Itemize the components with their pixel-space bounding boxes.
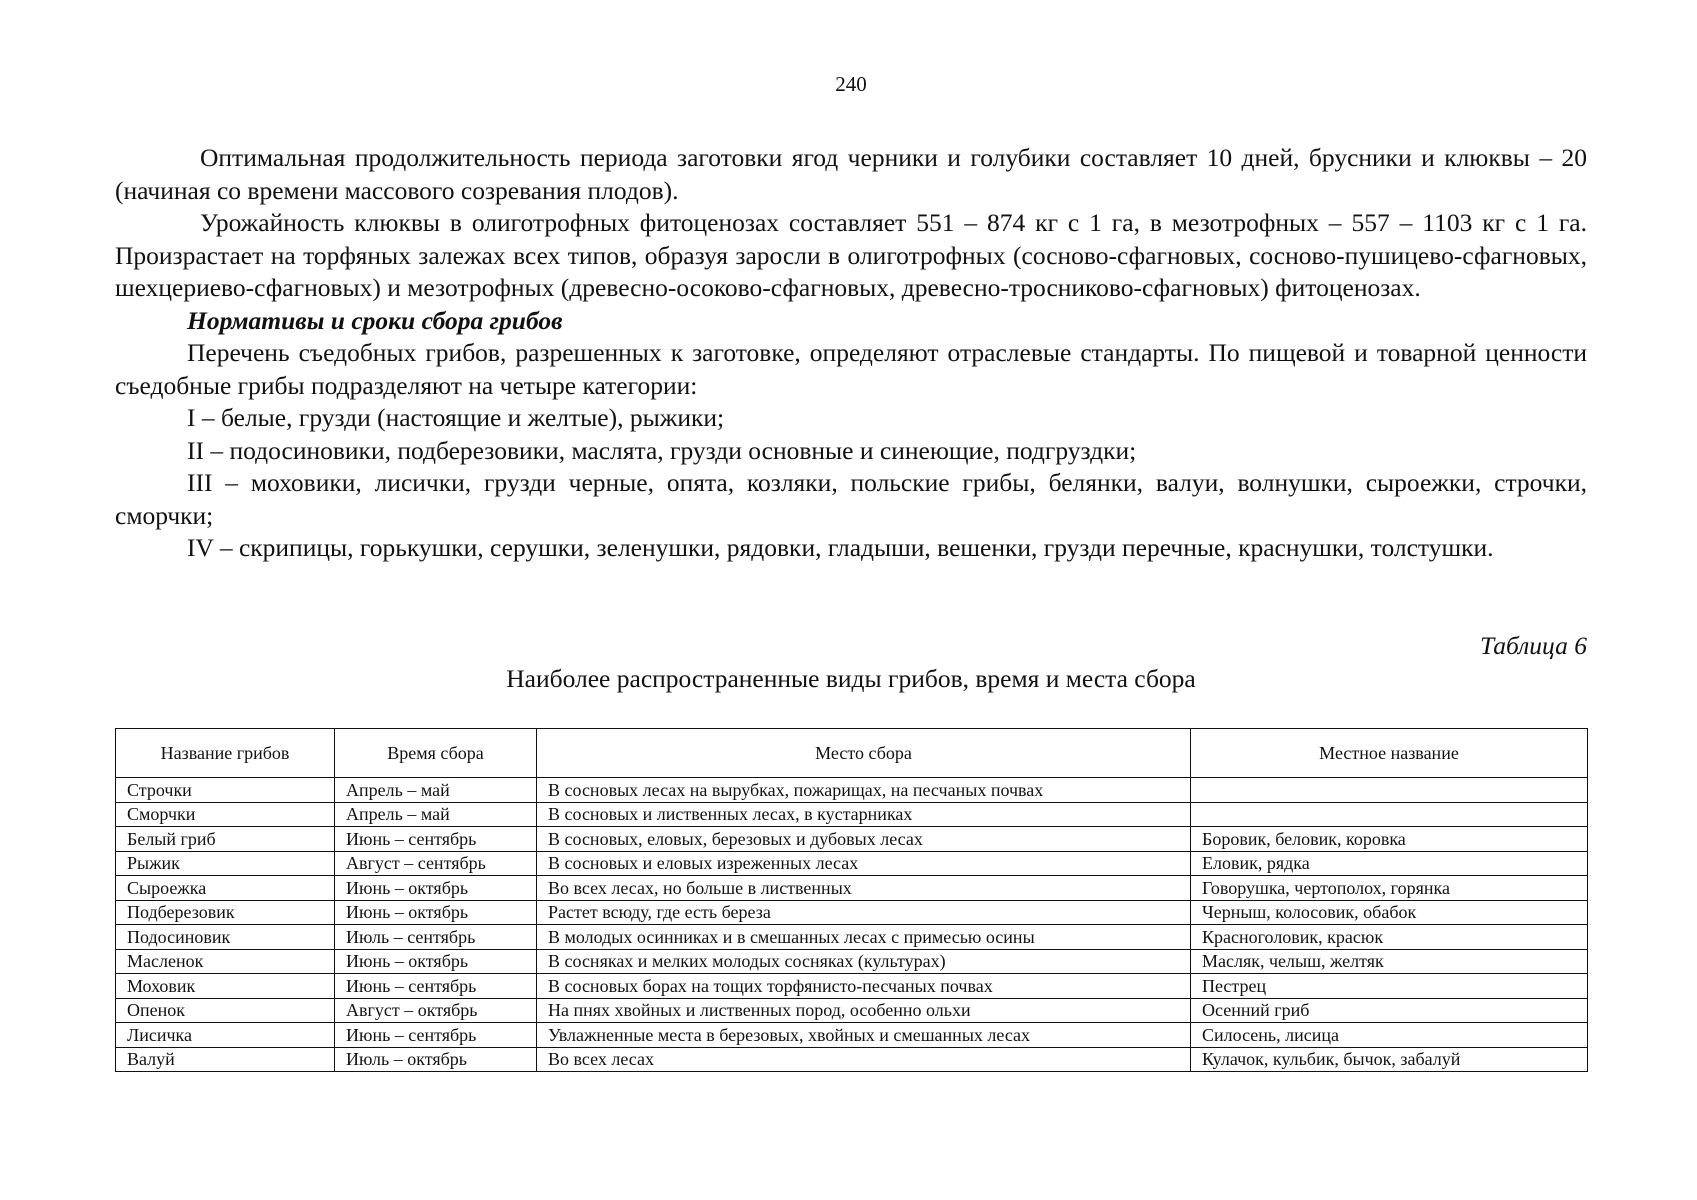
mushroom-table [115, 728, 1588, 1072]
cell-name: Рыжик [116, 851, 335, 876]
cell-local-name: Черныш, колосовик, обабок [1191, 900, 1588, 925]
cell-place: Во всех лесах [537, 1047, 1191, 1072]
cell-time: Апрель – май [335, 778, 537, 803]
category-1: I – белые, грузди (настоящие и желтые), рыжики; [187, 403, 725, 432]
cell-place: На пнях хвойных и лиственных пород, особенно ольхи [537, 998, 1191, 1023]
category-3: III – моховики, лисички, грузди черные, опята, козляки, польские грибы, белянки, валуи, волнушки, сыроежки, строчки, сморчки; [115, 468, 1587, 530]
cell-time: Август – сентябрь [335, 851, 537, 876]
paragraph-cycle-duration: Оптимальная продолжительность периода заготовки ягод черники и голубики составляет 10 дней, брусники и клюквы – 20 (начиная со времени массового созревания плодов). [115, 143, 1587, 205]
paragraph-cranberry-yield: Урожайность клюквы в олиготрофных фитоценозах составляет 551 – 874 кг с 1 га, в мезотрофных – 557 – 1103 кг с 1 га. Произрастает на торфяных залежах всех типов, образуя заросли в олиготрофных (сосново-сфагновых, сосново-пушицево-сфагновых, шехцериево-сфагновых) и мезотрофных (древесно-осоково-сфагновых, древесно-тросниково-сфагновых) фитоценозах. [115, 208, 1587, 302]
cell-name: Моховик [116, 974, 335, 999]
cell-time: Июнь – сентябрь [335, 1023, 537, 1048]
cell-name: Подосиновик [116, 925, 335, 950]
table-row [116, 900, 1588, 925]
table-row [116, 998, 1588, 1023]
table-row [116, 1047, 1588, 1072]
cell-time: Июнь – октябрь [335, 949, 537, 974]
cell-local-name: Осенний гриб [1191, 998, 1588, 1023]
cell-local-name: Боровик, беловик, коровка [1191, 827, 1588, 852]
table-header-row [116, 729, 1588, 778]
cell-local-name [1191, 802, 1588, 827]
cell-name: Валуй [116, 1047, 335, 1072]
cell-time: Август – октябрь [335, 998, 537, 1023]
cell-place: В сосновых и еловых изреженных лесах [537, 851, 1191, 876]
table-row [116, 802, 1588, 827]
cell-local-name: Говорушка, чертополох, горянка [1191, 876, 1588, 901]
cell-name: Белый гриб [116, 827, 335, 852]
section-heading: Нормативы и сроки сбора грибов [187, 305, 563, 335]
table-row [116, 949, 1588, 974]
table-row [116, 876, 1588, 901]
table-row [116, 1023, 1588, 1048]
cell-place: Растет всюду, где есть береза [537, 900, 1191, 925]
cell-place: В сосновых, еловых, березовых и дубовых лесах [537, 827, 1191, 852]
category-2: II – подосиновики, подберезовики, маслята, грузди основные и синеющие, подгруздки; [187, 435, 1137, 465]
cell-local-name: Масляк, челыш, желтяк [1191, 949, 1588, 974]
cell-place: В сосновых лесах на вырубках, пожарищах, на песчаных почвах [537, 778, 1191, 803]
category-4: IV – скрипицы, горькушки, серушки, зеленушки, рядовки, гладыши, вешенки, грузди перечные, краснушки, толстушки. [187, 533, 1494, 562]
body-text [115, 142, 1587, 565]
table-row [116, 925, 1588, 950]
header-place: Место сбора [537, 729, 1191, 778]
cell-time: Июнь – сентябрь [335, 974, 537, 999]
table-row [116, 827, 1588, 852]
header-time: Время сбора [335, 729, 537, 778]
page-number: 240 [835, 72, 867, 96]
header-name: Название грибов [116, 729, 335, 778]
cell-place: В молодых осинниках и в смешанных лесах с примесью осины [537, 925, 1191, 950]
cell-local-name: Силосень, лисица [1191, 1023, 1588, 1048]
cell-time: Июнь – сентябрь [335, 827, 537, 852]
cell-time: Июнь – октябрь [335, 876, 537, 901]
paragraph-mushroom-categories: Перечень съедобных грибов, разрешенных к заготовке, определяют отраслевые стандарты. По пищевой и товарной ценности съедобные грибы подразделяют на четыре категории: [115, 338, 1587, 400]
cell-name: Опенок [116, 998, 335, 1023]
cell-local-name [1191, 778, 1588, 803]
table-row [116, 851, 1588, 876]
table-title: Наиболее распространенные виды грибов, время и места сбора [506, 664, 1196, 693]
cell-name: Сморчки [116, 802, 335, 827]
cell-place: Во всех лесах, но больше в лиственных [537, 876, 1191, 901]
header-local-name: Местное название [1191, 729, 1588, 778]
cell-name: Лисичка [116, 1023, 335, 1048]
cell-name: Подберезовик [116, 900, 335, 925]
cell-place: В сосняках и мелких молодых сосняках (культурах) [537, 949, 1191, 974]
cell-time: Апрель – май [335, 802, 537, 827]
table-row [116, 778, 1588, 803]
table-label: Таблица 6 [1479, 631, 1587, 660]
cell-place: Увлажненные места в березовых, хвойных и смешанных лесах [537, 1023, 1191, 1048]
cell-time: Июнь – октябрь [335, 900, 537, 925]
cell-name: Строчки [116, 778, 335, 803]
cell-place: В сосновых борах на тощих торфянисто-песчаных почвах [537, 974, 1191, 999]
cell-local-name: Еловик, рядка [1191, 851, 1588, 876]
cell-name: Сыроежка [116, 876, 335, 901]
table-row [116, 974, 1588, 999]
cell-local-name: Пестрец [1191, 974, 1588, 999]
cell-time: Июль – октябрь [335, 1047, 537, 1072]
cell-time: Июль – сентябрь [335, 925, 537, 950]
table-body [116, 778, 1588, 1072]
cell-local-name: Красноголовик, красюк [1191, 925, 1588, 950]
cell-place: В сосновых и лиственных лесах, в кустарниках [537, 802, 1191, 827]
cell-name: Масленок [116, 949, 335, 974]
cell-local-name: Кулачок, кульбик, бычок, забалуй [1191, 1047, 1588, 1072]
